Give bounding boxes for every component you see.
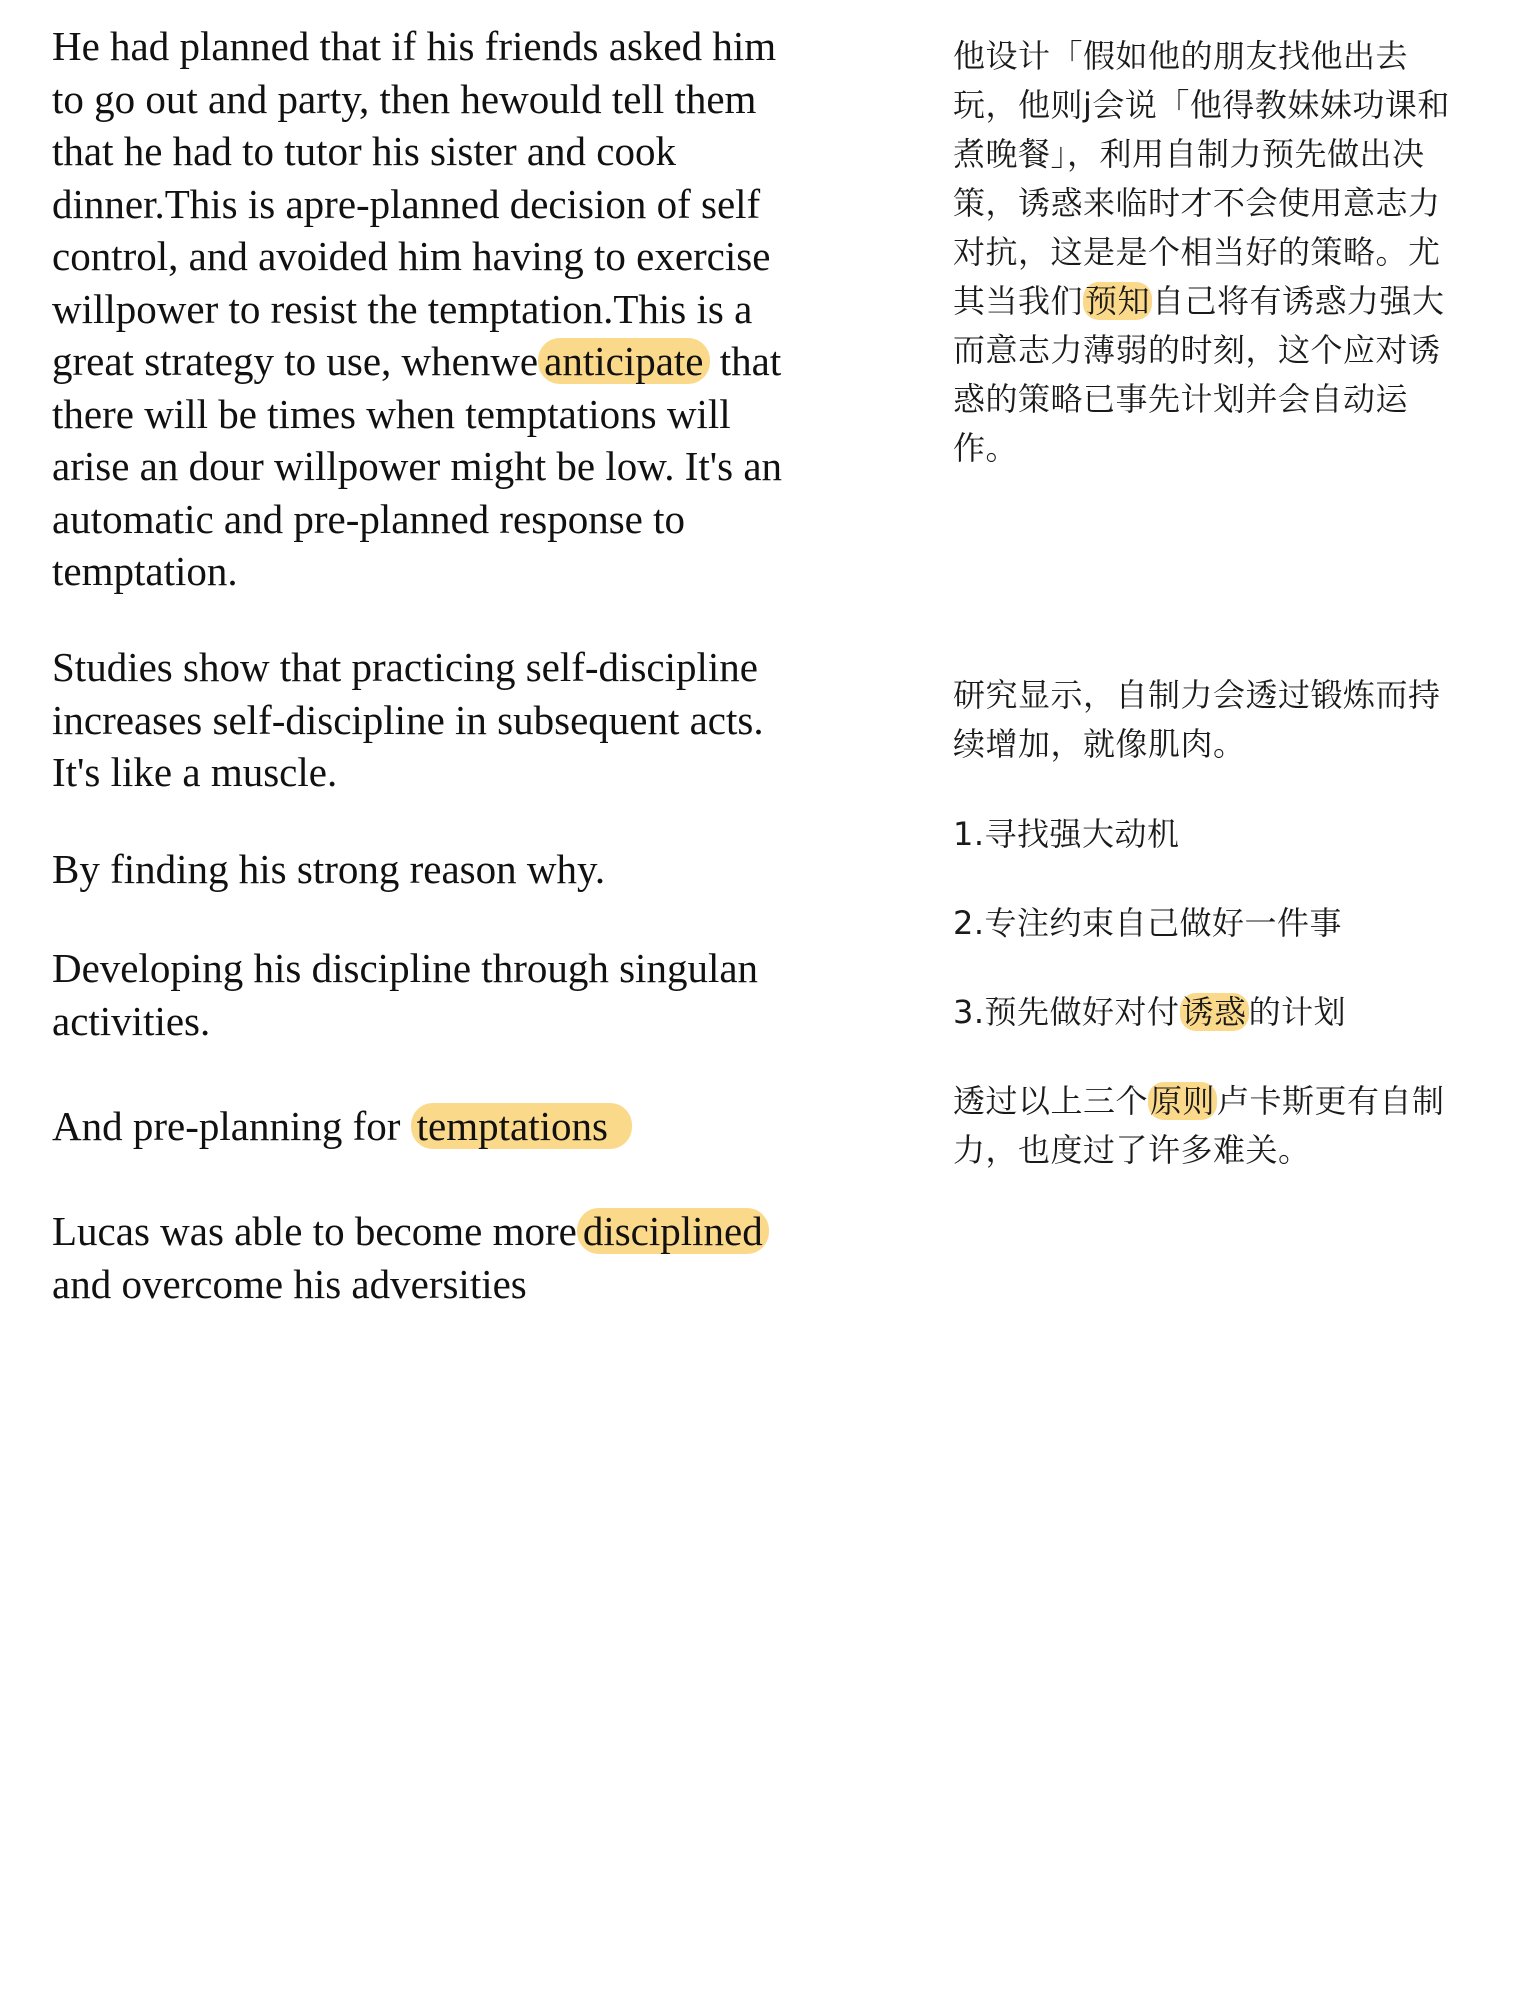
text-line: willpower to resist the temptation.This is a <box>52 285 753 332</box>
text-line <box>953 1077 1493 1126</box>
text-line: 策，诱惑来临时才不会使用意志力 <box>953 184 1441 222</box>
text-line: 力，也度过了许多难关。 <box>953 1131 1311 1169</box>
text-line: increases self-discipline in subsequent acts. <box>52 696 764 743</box>
english-paragraph-reason-why <box>52 843 882 896</box>
text-line: 惑的策略已事先计划并会自动运 <box>953 380 1409 418</box>
english-paragraph-temptations <box>52 1100 882 1153</box>
text-line: 而意志力薄弱的时刻，这个应对诱 <box>953 331 1441 369</box>
chinese-list-item-1 <box>953 810 1493 859</box>
text-line <box>52 335 882 388</box>
text-line: 作。 <box>953 429 1019 467</box>
text-line: control, and avoided him having to exercise <box>52 233 771 279</box>
text-segment: 3.预先做好对付 <box>953 993 1180 1031</box>
text-line: temptation. <box>52 548 238 594</box>
text-line: dinner.This is apre-planned decision of self <box>52 180 761 227</box>
text-line: 续增加，就像肌肉。 <box>953 725 1246 763</box>
text-line: 玩，他则j会说「他得教妹妹功课和 <box>953 86 1450 124</box>
text-line: 对抗，这是是个相当好的策略。尤 <box>953 233 1441 271</box>
text-segment: 自己将有诱惑力强大 <box>1152 282 1445 320</box>
text-segment: Lucas was able to become more <box>52 1208 577 1254</box>
text-line: 他设计「假如他的朋友找他出去 <box>953 37 1409 75</box>
highlighted-word-youhuo: 诱惑 <box>1181 993 1247 1031</box>
text-line: automatic and pre-planned response to <box>52 495 685 542</box>
text-line: Studies show that practicing self-discipline <box>52 644 758 690</box>
english-paragraph-muscle <box>52 641 882 799</box>
text-line <box>953 277 1493 326</box>
text-line: there will be times when temptations will <box>52 390 731 437</box>
text-segment: 其当我们 <box>953 282 1084 320</box>
text-line: and overcome his adversities <box>52 1260 527 1307</box>
text-line: 1.寻找强大动机 <box>953 815 1180 853</box>
text-segment: great strategy to use, whenwe <box>52 338 539 384</box>
chinese-paragraph-anticipate <box>953 32 1493 473</box>
text-line: that he had to tutor his sister and cook <box>52 128 676 174</box>
text-line: It's like a muscle. <box>52 749 338 795</box>
highlighted-word-yuzhi: 预知 <box>1085 282 1151 320</box>
text-segment: 的计划 <box>1248 993 1347 1031</box>
text-line: Developing his discipline through singulan <box>52 945 759 991</box>
chinese-paragraph-principles <box>953 1077 1493 1175</box>
text-line: activities. <box>52 997 211 1044</box>
chinese-paragraph-muscle <box>953 671 1493 769</box>
text-segment: 卢卡斯更有自制 <box>1217 1082 1445 1120</box>
text-line <box>953 988 1493 1037</box>
text-line: arise an dour willpower might be low. It's an <box>52 443 783 489</box>
text-line: By finding his strong reason why. <box>52 846 606 892</box>
text-line <box>52 1205 882 1258</box>
text-line: 研究显示，自制力会透过锻炼而持 <box>953 676 1441 714</box>
text-segment: 透过以上三个 <box>953 1082 1149 1120</box>
english-paragraph-disciplined <box>52 1205 882 1310</box>
text-segment: that <box>709 338 782 384</box>
chinese-list-item-2 <box>953 899 1493 948</box>
text-line <box>52 1100 882 1153</box>
text-line: to go out and party, then hewould tell them <box>52 75 757 122</box>
english-paragraph-anticipate <box>52 20 882 598</box>
text-line: 2.专注约束自己做好一件事 <box>953 904 1343 942</box>
highlighted-word-temptations: temptations <box>411 1103 632 1149</box>
highlighted-word-yuanze: 原则 <box>1150 1082 1216 1120</box>
highlighted-word-disciplined: disciplined <box>577 1208 769 1254</box>
highlighted-word-anticipate: anticipate <box>538 338 709 384</box>
text-segment: And pre-planning for <box>52 1103 401 1149</box>
text-line: He had planned that if his friends asked him <box>52 23 777 69</box>
chinese-list-item-3 <box>953 988 1493 1037</box>
english-paragraph-singular-activities <box>52 942 882 1047</box>
text-line: 煮晚餐」，利用自制力预先做出决 <box>953 135 1425 173</box>
